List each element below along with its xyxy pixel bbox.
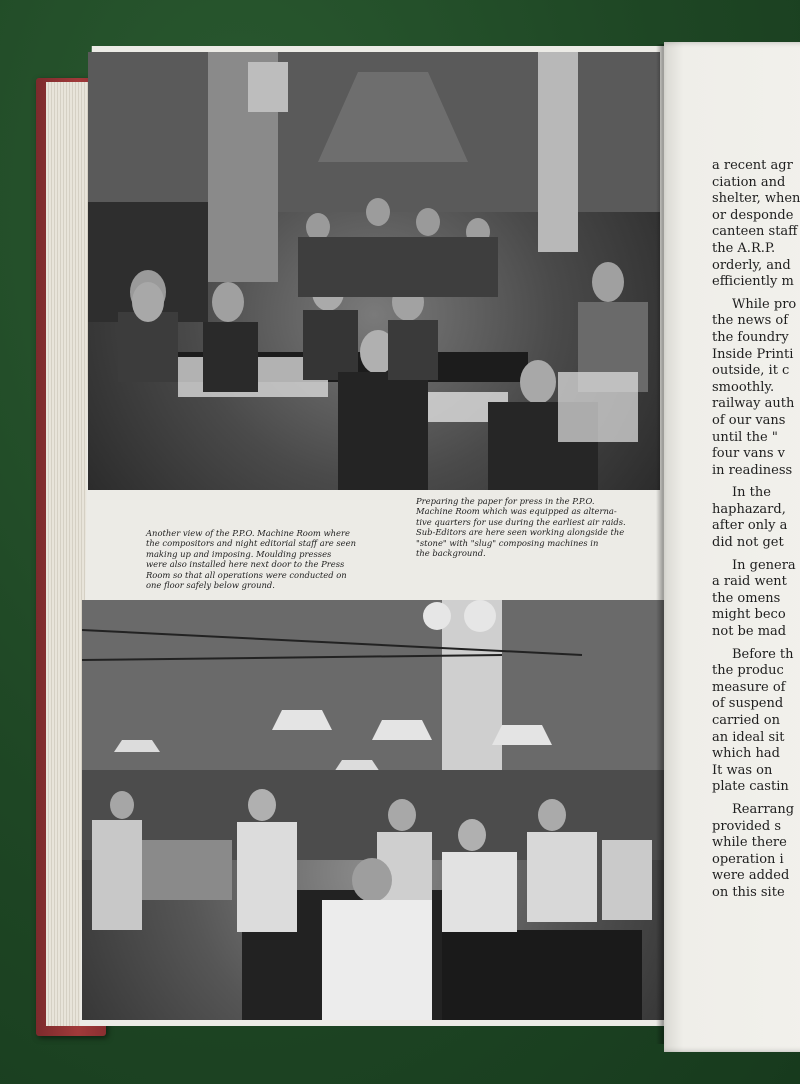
- text-line: haphazard,: [712, 501, 786, 517]
- text-line: on this site: [712, 884, 785, 900]
- text-line: operation i: [712, 851, 784, 867]
- text-line: measure of: [712, 679, 786, 695]
- text-line: provided s: [712, 818, 782, 834]
- text-line: in readiness: [712, 462, 793, 478]
- text-line: Inside Printi: [712, 346, 794, 362]
- photo-compositors-room: [82, 600, 664, 1020]
- text-line: a raid went: [712, 574, 787, 590]
- text-line: an ideal sit: [712, 729, 785, 745]
- text-line: until the ": [712, 429, 778, 445]
- text-line: while there: [712, 835, 787, 851]
- text-line: While pro: [732, 296, 797, 312]
- text-line: orderly, and: [712, 257, 791, 273]
- text-line: In genera: [732, 557, 796, 573]
- text-line: shelter, when: [712, 191, 800, 207]
- photo-bottom-illustration: [82, 600, 664, 1020]
- text-line: the news of: [712, 313, 789, 329]
- text-line: might beco: [712, 607, 786, 623]
- text-line: four vans v: [712, 446, 785, 462]
- photo-top-illustration: [88, 52, 660, 490]
- text-line: railway auth: [712, 396, 795, 412]
- caption-right: Preparing the paper for press in the P.P.O. Machine Room which was equipped as alterna- tive quarters for use during the earliest air raids. Sub-Editors are here seen working alongside the "stone" with "slug" composing machines in the background.: [416, 496, 626, 559]
- text-line: of suspend: [712, 696, 784, 712]
- text-line: after only a: [712, 518, 788, 534]
- text-line: ciation and: [712, 174, 786, 190]
- text-line: did not get: [712, 535, 784, 551]
- text-line: In the: [732, 485, 771, 501]
- text-line: smoothly.: [712, 379, 775, 395]
- text-line: It was on: [712, 762, 773, 778]
- text-line: the produc: [712, 663, 784, 679]
- text-line: plate castin: [712, 779, 789, 795]
- text-line: or despondе: [712, 207, 794, 223]
- text-line: carried on: [712, 713, 780, 728]
- text-line: not be mad: [712, 624, 787, 640]
- right-page-text-column: [712, 158, 800, 902]
- caption-left: Another view of the P.P.O. Machine Room where the compositors and night editorial staff are seen making up and imposing. Moulding presses were also installed here next door to the Press Room so that all operations were conducted on one floor safely below ground.: [146, 528, 356, 591]
- text-line: efficiently m: [712, 274, 794, 290]
- text-line: of our vans: [712, 412, 786, 428]
- text-line: which had: [712, 746, 780, 762]
- text-line: Before th: [732, 646, 794, 662]
- text-line: outside, it c: [712, 363, 790, 379]
- text-line: the A.R.P.: [712, 240, 776, 256]
- text-line: a recent agr: [712, 158, 793, 173]
- text-line: the omens: [712, 590, 781, 606]
- text-line: the foundry: [712, 329, 789, 345]
- text-line: were added: [712, 868, 790, 884]
- text-line: canteen staff: [712, 224, 798, 240]
- text-line: Rearrang: [732, 801, 795, 817]
- photo-machine-room-sub-editors: [88, 52, 660, 490]
